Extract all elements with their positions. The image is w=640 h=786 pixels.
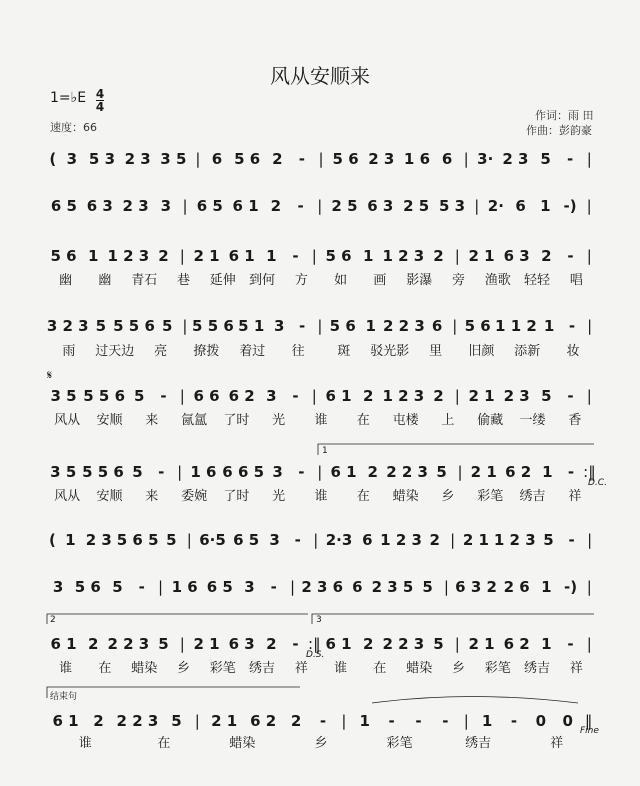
note: 2 1: [193, 247, 220, 265]
note: 6: [211, 150, 223, 168]
barline: |: [186, 531, 192, 549]
note: 6 6: [193, 387, 220, 405]
note: 2 1: [462, 531, 489, 549]
note: 6 1: [330, 463, 357, 481]
note: 1: [359, 712, 370, 730]
lyric-syllable: 影瀑: [406, 273, 433, 288]
note: 6 2: [228, 387, 255, 405]
note: 6 3: [367, 197, 394, 215]
lyric-syllable: 彩笔: [386, 736, 413, 751]
barline: |: [311, 387, 317, 405]
lyric-syllable: 了时: [223, 489, 250, 504]
barline: |: [586, 387, 592, 405]
note: 2: [367, 463, 378, 481]
note: 1 2 3: [493, 531, 536, 549]
note: 1: [541, 578, 552, 596]
composer-credit: 作曲：彭韵豪: [526, 124, 592, 137]
note: 2 6: [503, 578, 530, 596]
note: 2: [363, 635, 374, 653]
lyric-syllable: 祥: [550, 736, 564, 751]
note: 1 6: [403, 150, 431, 168]
lyric-syllable: 撩拨: [193, 344, 220, 359]
volta-2-bracket: [47, 614, 308, 624]
lyric-syllable: 在: [373, 661, 387, 676]
note: 5 6: [325, 247, 352, 265]
note: -: [292, 387, 299, 405]
note: 1 6: [171, 578, 198, 596]
note: 2 3: [502, 150, 529, 168]
note: (: [49, 150, 57, 168]
time-signature-top: 4: [95, 87, 105, 101]
tempo-marking: 速度：66: [50, 121, 97, 134]
lyric-syllable: 青石: [131, 273, 158, 288]
lyric-syllable: 幽: [98, 273, 112, 288]
note: 2: [433, 387, 444, 405]
note: 2 3 5: [371, 578, 414, 596]
note: 3: [66, 150, 78, 168]
note: -: [138, 578, 145, 596]
lyric-syllable: 如: [334, 273, 348, 288]
final-tie: [372, 697, 578, 704]
barline: |: [179, 387, 185, 405]
note: -: [158, 463, 165, 481]
note: 5: [543, 531, 554, 549]
lyric-syllable: 谁: [334, 661, 348, 676]
barline: ‖: [584, 712, 593, 730]
note: 5: [132, 463, 143, 481]
lyric-syllable: 祥: [294, 661, 308, 676]
lyric-syllable: 蜡染: [131, 661, 158, 676]
note: 6: [431, 317, 443, 335]
note: 5: [134, 387, 145, 405]
fine-mark: Fine: [580, 726, 599, 736]
note: 0: [535, 712, 547, 730]
song-title: 风从安顺来: [270, 64, 370, 88]
note: 5 6: [234, 150, 261, 168]
note: -: [298, 463, 305, 481]
lyric-syllable: 绣吉: [465, 736, 492, 751]
note: 6 1: [50, 635, 77, 653]
note: 5: [422, 578, 433, 596]
note: 3: [269, 531, 280, 549]
barline: |: [317, 463, 323, 481]
barline: :‖: [583, 463, 596, 481]
note: -: [294, 531, 301, 549]
volta-1-bracket: [318, 444, 594, 455]
note: 1: [65, 531, 76, 549]
note: 2 3: [124, 150, 151, 168]
lyric-syllable: 在: [356, 413, 370, 428]
note: -: [567, 635, 574, 653]
note: 6 2: [503, 635, 530, 653]
note: 6: [362, 531, 373, 549]
lyric-syllable: 乡: [176, 661, 190, 676]
note: 3 5: [160, 150, 187, 168]
note: 3 5: [50, 387, 77, 405]
note: 5: [436, 463, 447, 481]
note: 0: [562, 712, 573, 730]
lyric-syllable: 了时: [223, 413, 250, 428]
note: 2: [158, 247, 169, 265]
barline: |: [182, 317, 188, 335]
note: 5: [540, 150, 551, 168]
lyric-syllable: 上: [441, 413, 455, 428]
note: -): [564, 578, 578, 596]
note: -: [415, 712, 422, 730]
barline: |: [317, 317, 323, 335]
barline: |: [289, 578, 296, 596]
barline: |: [341, 712, 347, 730]
note: 6: [441, 150, 453, 168]
note: 2·3: [325, 531, 353, 549]
lyric-syllable: 画: [373, 273, 387, 288]
note: 3: [274, 317, 285, 335]
note: 1 2 3: [382, 247, 425, 265]
note: -: [319, 712, 327, 730]
note: 2 1: [468, 635, 495, 653]
lyric-syllable: 风从: [54, 489, 81, 504]
note: 5 6 5: [116, 531, 159, 549]
lyric-syllable: 祥: [569, 661, 583, 676]
barline: |: [586, 635, 592, 653]
note: 2 3: [85, 531, 112, 549]
note: 6 1: [232, 197, 259, 215]
note: 5: [166, 531, 177, 549]
note: 2 1: [468, 247, 495, 265]
note: 2: [272, 150, 283, 168]
lyric-syllable: 延伸: [209, 273, 236, 288]
note: 1: [481, 712, 493, 730]
note: -: [567, 150, 574, 168]
lyric-syllable: 谁: [78, 736, 92, 751]
note: 1: [543, 317, 555, 335]
ds-mark: D.S.: [306, 650, 325, 660]
barline: |: [195, 150, 201, 168]
barline: |: [587, 531, 593, 549]
lyric-syllable: 在: [157, 736, 171, 751]
barline: |: [586, 247, 592, 265]
note: -: [292, 635, 299, 653]
note: -: [567, 387, 574, 405]
note: 2: [93, 712, 104, 730]
barline: |: [313, 531, 319, 549]
lyric-syllable: 着过: [239, 344, 266, 359]
lyric-syllable: 绣吉: [249, 661, 276, 676]
note: 1: [540, 197, 551, 215]
lyric-syllable: 谁: [59, 661, 73, 676]
note: 2 1: [470, 463, 497, 481]
barline: |: [587, 317, 593, 335]
barline: |: [179, 635, 185, 653]
lyric-syllable: 来: [145, 413, 159, 428]
lyric-syllable: 幽: [59, 273, 73, 288]
note: 6 1: [228, 247, 255, 265]
note: 2 3 6: [301, 578, 344, 596]
lyric-syllable: 祥: [568, 489, 582, 504]
note: 2: [88, 635, 99, 653]
note: 6 2: [505, 463, 532, 481]
note: 5: [171, 712, 182, 730]
lyric-syllable: 氤氲: [181, 413, 208, 428]
note: 2: [270, 197, 282, 215]
lyric-syllable: 来: [145, 489, 159, 504]
lyric-syllable: 彩笔: [209, 661, 236, 676]
lyric-syllable: 亮: [154, 344, 168, 359]
note: 6 5: [206, 578, 233, 596]
note: 6 6 5: [222, 463, 265, 481]
lyric-syllable: 到何: [249, 273, 276, 288]
note: 6 1: [325, 387, 352, 405]
note: 1 2 3: [382, 387, 425, 405]
note: 1 1 2: [495, 317, 537, 335]
note: 3: [266, 387, 277, 405]
note: 2: [266, 635, 277, 653]
barline: |: [474, 197, 480, 215]
note: 2 1: [468, 387, 495, 405]
lyric-syllable: 光: [272, 489, 286, 504]
note: 5 3: [88, 150, 116, 168]
note: 5: [95, 317, 107, 335]
note: 6 3: [86, 197, 113, 215]
note: 6: [352, 578, 363, 596]
note: 2: [429, 531, 440, 549]
lyric-syllable: 安顺: [96, 489, 123, 504]
note: 6 5: [50, 197, 77, 215]
note: 5 5 6: [82, 463, 124, 481]
note: 2 5: [331, 197, 358, 215]
note: 1 2 3: [380, 531, 422, 549]
note: 5 3: [438, 197, 466, 215]
barline: :‖: [308, 635, 321, 653]
barline: |: [318, 150, 324, 168]
lyric-syllable: 乡: [314, 736, 328, 751]
barline: |: [586, 578, 592, 596]
note: 5 6: [50, 247, 77, 265]
volta-2-label: 2: [50, 615, 56, 625]
barline: |: [317, 197, 323, 215]
note: -: [160, 387, 167, 405]
lyric-syllable: 在: [98, 661, 112, 676]
note: 6 3 2: [455, 578, 497, 596]
note: 3: [244, 578, 255, 596]
note: 2 2 3: [382, 635, 425, 653]
note: 2 2 3: [116, 712, 159, 730]
lyric-syllable: 旁: [451, 273, 465, 288]
lyric-syllable: 往: [291, 344, 305, 359]
note: 6·5: [199, 531, 226, 549]
barline: |: [454, 387, 460, 405]
note: 2: [290, 712, 302, 730]
lyric-syllable: 蜡染: [229, 736, 256, 751]
note: 5: [161, 317, 173, 335]
time-signature-bottom: 4: [95, 100, 105, 114]
lyric-syllable: 巷: [176, 273, 190, 288]
note: -: [292, 247, 299, 265]
note: 2: [433, 247, 444, 265]
lyric-syllable: 乡: [441, 489, 455, 504]
note: 6 5: [233, 531, 260, 549]
note: 2 3: [503, 387, 530, 405]
lyric-syllable: 蜡染: [392, 489, 419, 504]
lyricist-credit: 作词：雨 田: [535, 109, 594, 122]
note: 5 6: [464, 317, 491, 335]
barline: |: [182, 197, 188, 215]
ending-phrase-label: 结束句: [50, 692, 78, 702]
lyric-syllable: 轻轻: [524, 273, 551, 288]
note: -: [567, 463, 575, 481]
note: -: [568, 531, 575, 549]
note: 5 6: [74, 578, 101, 596]
note: 6 2: [250, 712, 277, 730]
lyric-syllable: 彩笔: [477, 489, 504, 504]
barline: |: [586, 197, 592, 215]
note: 2 3: [122, 197, 149, 215]
barline: |: [452, 317, 458, 335]
note: 5 5 6: [113, 317, 155, 335]
note: 3: [272, 463, 283, 481]
ending-bracket: [47, 687, 300, 698]
note: 5: [433, 635, 444, 653]
lyric-syllable: 方: [294, 273, 308, 288]
segno-sign: 𝄋: [47, 368, 53, 382]
lyric-syllable: 驳光影: [370, 344, 410, 359]
note: 2 1: [211, 712, 238, 730]
note: 6 1: [325, 635, 352, 653]
lyric-syllable: 妆: [566, 344, 580, 359]
note: 1 2 3: [107, 247, 150, 265]
barline: |: [311, 247, 317, 265]
note: -: [568, 317, 576, 335]
lyric-syllable: 一缕: [519, 413, 546, 428]
note: -): [563, 197, 577, 215]
lyric-syllable: 偷藏: [477, 413, 504, 428]
volta-3-bracket: [312, 614, 594, 624]
note: 5 1: [238, 317, 265, 335]
note: 3·: [477, 150, 494, 168]
note: 2 2 3: [107, 635, 150, 653]
note: 1 6: [190, 463, 217, 481]
note: 5: [112, 578, 123, 596]
lyric-syllable: 在: [356, 489, 370, 504]
note: 2 2 3: [383, 317, 425, 335]
barline: |: [177, 463, 183, 481]
note: -: [567, 247, 574, 265]
barline: |: [454, 247, 460, 265]
lyric-syllable: 谁: [314, 489, 328, 504]
lyric-syllable: 谁: [314, 413, 328, 428]
note: 3 2 3: [46, 317, 89, 335]
note: 5 6: [329, 317, 356, 335]
barline: |: [454, 635, 460, 653]
note: 5: [158, 635, 169, 653]
lyric-syllable: 斑: [337, 344, 351, 359]
barline: |: [463, 150, 469, 168]
barline: |: [586, 150, 592, 168]
note: 1: [541, 635, 552, 653]
note: 2: [363, 387, 374, 405]
note: -: [298, 150, 306, 168]
lyric-syllable: 添新: [514, 344, 541, 359]
note: 5 5 6: [192, 317, 234, 335]
barline: |: [443, 578, 449, 596]
note: 5: [541, 387, 552, 405]
note: 2 5: [403, 197, 430, 215]
dc-mark: D.C.: [588, 478, 607, 488]
lyric-syllable: 旧颜: [468, 344, 495, 359]
note: 6 3: [228, 635, 255, 653]
lyric-syllable: 绣吉: [519, 489, 546, 504]
barline: |: [463, 712, 469, 730]
note: 6 3: [503, 247, 530, 265]
lyric-syllable: 屯楼: [392, 413, 419, 428]
note: 6 1: [52, 712, 79, 730]
note: 5 6: [332, 150, 359, 168]
lyric-syllable: 委婉: [181, 489, 208, 504]
lyric-syllable: 蜡染: [406, 661, 433, 676]
lyric-syllable: 光: [272, 413, 286, 428]
note: 1: [542, 463, 553, 481]
barline: |: [194, 712, 200, 730]
note: -: [388, 712, 395, 730]
note: 3: [52, 578, 64, 596]
barline: |: [450, 531, 456, 549]
lyric-syllable: 香: [568, 413, 582, 428]
note: 2 2 3: [386, 463, 428, 481]
barline: |: [179, 247, 185, 265]
volta-3-label: 3: [316, 615, 322, 625]
note: 1: [365, 317, 376, 335]
note: 2 3: [368, 150, 395, 168]
note: 3: [160, 197, 172, 215]
lyric-syllable: 绣吉: [524, 661, 551, 676]
lyric-syllable: 彩笔: [484, 661, 511, 676]
key-signature: 1=♭E: [50, 90, 87, 106]
note: 1: [88, 247, 99, 265]
barline: |: [457, 463, 463, 481]
volta-1-label: 1: [322, 446, 328, 456]
note: 5 5 6: [83, 387, 126, 405]
lyric-syllable: 渔歌: [484, 273, 511, 288]
note: -: [297, 197, 304, 215]
note: -: [299, 317, 306, 335]
lyric-syllable: 安顺: [96, 413, 123, 428]
lyric-syllable: 里: [429, 344, 443, 359]
lyric-syllable: 唱: [569, 273, 583, 288]
note: -: [270, 578, 277, 596]
note: 1: [266, 247, 277, 265]
barline: |: [157, 578, 163, 596]
note: 2 1: [193, 635, 220, 653]
note: 6 5: [196, 197, 223, 215]
lyric-syllable: 雨: [62, 344, 76, 359]
lyric-syllable: 过天边: [95, 344, 135, 359]
note: 3 5: [50, 463, 77, 481]
note: 1: [363, 247, 374, 265]
note: -: [510, 712, 518, 730]
note: (: [48, 531, 56, 549]
lyric-syllable: 风从: [54, 413, 81, 428]
note: 2: [541, 247, 552, 265]
note: 6: [515, 197, 526, 215]
note: -: [442, 712, 449, 730]
note: 2·: [487, 197, 504, 215]
lyric-syllable: 乡: [451, 661, 465, 676]
